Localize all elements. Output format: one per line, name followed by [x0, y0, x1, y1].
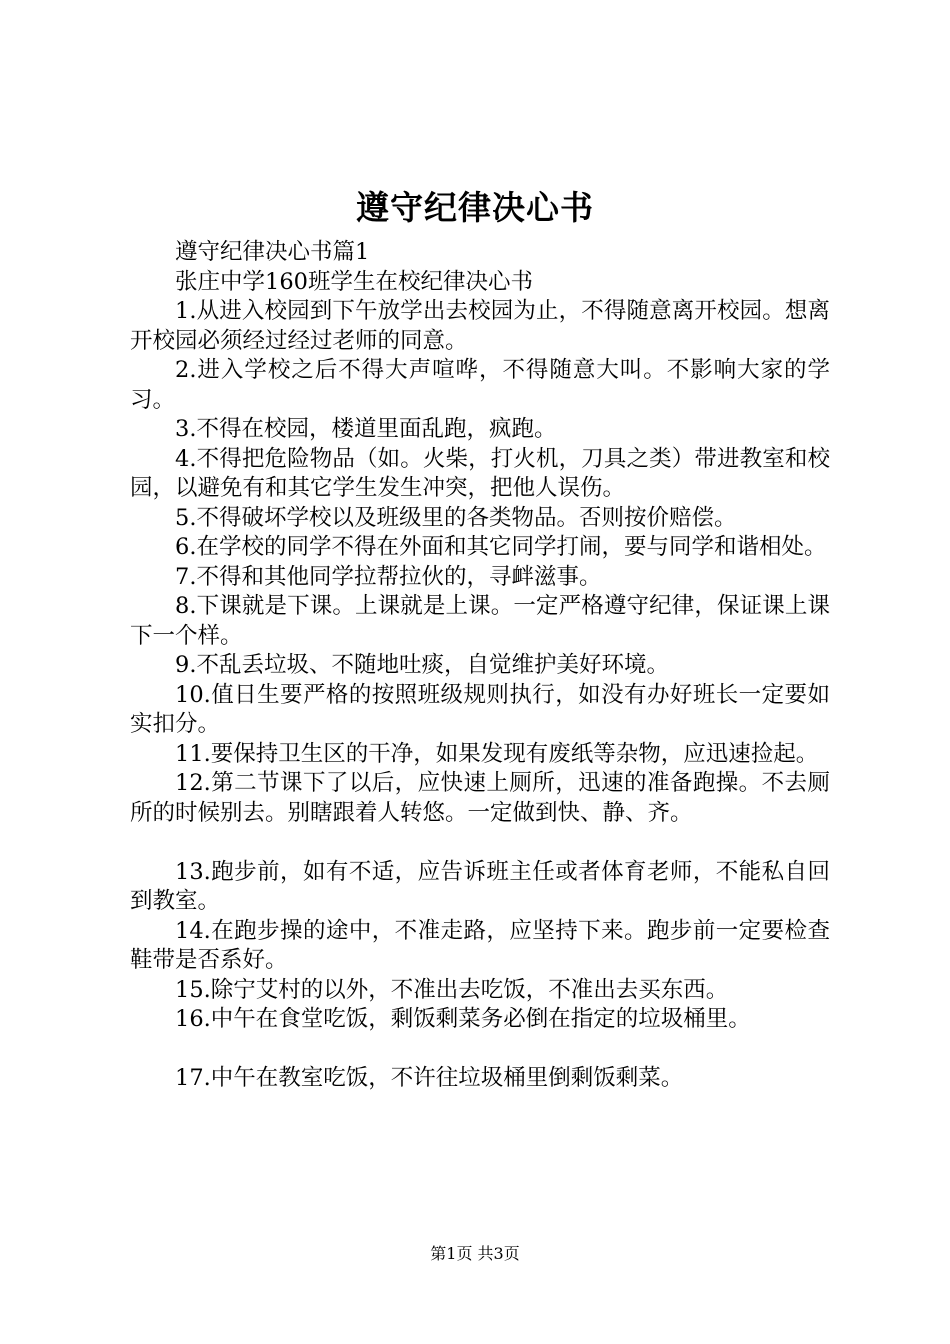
blank-line: [130, 828, 830, 858]
rule-item-10: 10.值日生要严格的按照班级规则执行，如没有办好班长一定要如实扣分。: [130, 681, 830, 737]
page-footer: 第1页 共3页: [430, 1244, 520, 1263]
rule-item-8: 8.下课就是下课。上课就是上课。一定严格遵守纪律，保证课上课下一个样。: [130, 593, 830, 649]
rule-item-5: 5.不得破坏学校以及班级里的各类物品。否则按价赔偿。: [175, 504, 737, 531]
document-title: 遵守纪律决心书: [356, 188, 594, 227]
rule-item-9: 9.不乱丢垃圾、不随地吐痰，自觉维护美好环境。: [175, 652, 669, 678]
rule-item-2: 2.进入学校之后不得大声喧哗，不得随意大叫。不影响大家的学习。: [130, 357, 830, 413]
rule-item-7: 7.不得和其他同学拉帮拉伙的，寻衅滋事。: [175, 563, 602, 590]
rule-item-17: 17.中午在教室吃饭，不许往垃圾桶里倒剩饭剩菜。: [175, 1065, 684, 1091]
rule-item-13: 13.跑步前，如有不适，应告诉班主任或者体育老师，不能私自回到教室。: [130, 858, 830, 914]
rule-item-1: 1.从进入校园到下午放学出去校园为止，不得随意离开校园。想离开校园必须经过经过老师的同意。: [130, 298, 830, 354]
subtitle-line: 张庄中学160班学生在校纪律决心书: [175, 268, 533, 295]
rule-item-4: 4.不得把危险物品（如。火柴，打火机，刀具之类）带进教室和校园，以避免有和其它学生发生冲突，把他人误伤。: [130, 445, 830, 501]
blank-line: [130, 1035, 830, 1065]
rule-item-3: 3.不得在校园，楼道里面乱跑，疯跑。: [175, 416, 557, 442]
document-body: [130, 238, 830, 1094]
rule-item-12: 12.第二节课下了以后，应快速上厕所，迅速的准备跑操。不去厕所的时候别去。别瞎跟着人转悠。一定做到快、静、齐。: [130, 770, 830, 826]
rule-item-6: 6.在学校的同学不得在外面和其它同学打闹，要与同学和谐相处。: [175, 534, 827, 560]
section-heading: 遵守纪律决心书篇1: [175, 239, 370, 265]
rule-item-11: 11.要保持卫生区的干净，如果发现有废纸等杂物，应迅速捡起。: [175, 740, 819, 767]
rule-item-15: 15.除宁艾村的以外，不准出去吃饭，不准出去买东西。: [175, 976, 729, 1003]
rule-item-14: 14.在跑步操的途中，不准走路，应坚持下来。跑步前一定要检查鞋带是否系好。: [130, 917, 830, 973]
rule-item-16: 16.中午在食堂吃饭，剩饭剩菜务必倒在指定的垃圾桶里。: [175, 1006, 751, 1032]
